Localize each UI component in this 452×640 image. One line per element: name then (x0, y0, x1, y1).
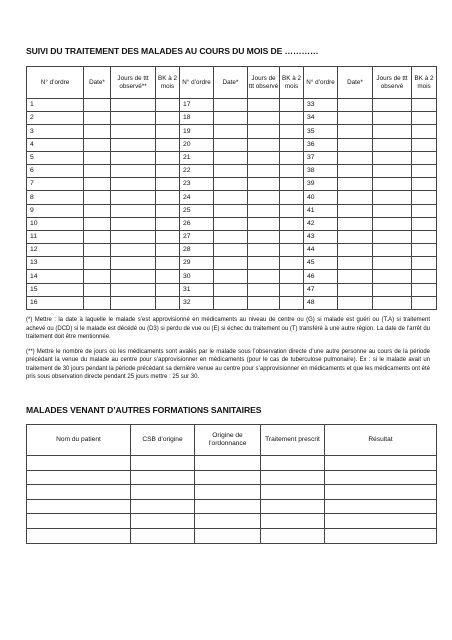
empty-cell[interactable] (84, 283, 111, 296)
table-row (27, 151, 437, 164)
empty-cell[interactable] (261, 456, 325, 471)
empty-cell[interactable] (111, 204, 156, 217)
empty-cell[interactable] (84, 257, 111, 270)
empty-cell[interactable] (248, 270, 280, 283)
table-row (27, 270, 437, 283)
ordre-cell: 37 (304, 151, 338, 164)
empty-cell[interactable] (373, 283, 412, 296)
empty-cell[interactable] (338, 244, 373, 257)
empty-cell[interactable] (325, 470, 437, 485)
header-jours: Jours de ttt observé (373, 67, 412, 99)
ordre-cell: 42 (304, 217, 338, 230)
empty-cell[interactable] (214, 178, 248, 191)
empty-cell[interactable] (338, 270, 373, 283)
empty-cell[interactable] (261, 470, 325, 485)
empty-cell[interactable] (373, 244, 412, 257)
ordre-cell: 10 (27, 217, 84, 230)
header-bk: BK à 2 mois (280, 67, 304, 99)
empty-cell[interactable] (280, 112, 304, 125)
ordre-cell: 20 (180, 138, 214, 151)
ordre-cell: 2 (27, 112, 84, 125)
ordre-cell: 9 (27, 204, 84, 217)
empty-cell[interactable] (214, 296, 248, 309)
empty-cell[interactable] (338, 283, 373, 296)
empty-cell[interactable] (412, 151, 437, 164)
empty-cell[interactable] (214, 244, 248, 257)
table-row (27, 485, 437, 500)
empty-cell[interactable] (338, 217, 373, 230)
empty-cell[interactable] (373, 217, 412, 230)
ordre-cell: 35 (304, 125, 338, 138)
empty-cell[interactable] (248, 151, 280, 164)
ordre-cell: 21 (180, 151, 214, 164)
empty-cell[interactable] (280, 217, 304, 230)
ordre-cell: 1 (27, 99, 84, 112)
header-date: Date* (214, 67, 248, 99)
empty-cell[interactable] (280, 283, 304, 296)
empty-cell[interactable] (195, 456, 261, 471)
empty-cell[interactable] (338, 178, 373, 191)
empty-cell[interactable] (412, 204, 437, 217)
empty-cell[interactable] (156, 244, 180, 257)
ordre-cell: 14 (27, 270, 84, 283)
ordre-cell: 44 (304, 244, 338, 257)
empty-cell[interactable] (195, 499, 261, 514)
empty-cell[interactable] (84, 191, 111, 204)
ordre-cell: 25 (180, 204, 214, 217)
ordre-cell: 11 (27, 230, 84, 243)
empty-cell[interactable] (156, 125, 180, 138)
ordre-cell: 34 (304, 112, 338, 125)
table-row (27, 528, 437, 543)
empty-cell[interactable] (412, 296, 437, 309)
ordre-cell: 32 (180, 296, 214, 309)
empty-cell[interactable] (338, 204, 373, 217)
table-row (27, 514, 437, 529)
empty-cell[interactable] (373, 99, 412, 112)
table-row (27, 112, 437, 125)
header-bk: BK à 2 mois (156, 67, 180, 99)
empty-cell[interactable] (412, 191, 437, 204)
empty-cell[interactable] (338, 112, 373, 125)
empty-cell[interactable] (373, 178, 412, 191)
empty-cell[interactable] (338, 257, 373, 270)
empty-cell[interactable] (373, 257, 412, 270)
empty-cell[interactable] (156, 204, 180, 217)
empty-cell[interactable] (248, 99, 280, 112)
empty-cell[interactable] (195, 470, 261, 485)
table-row (27, 257, 437, 270)
empty-cell[interactable] (111, 270, 156, 283)
empty-cell[interactable] (156, 164, 180, 177)
ordre-cell: 23 (180, 178, 214, 191)
empty-cell[interactable] (261, 499, 325, 514)
empty-cell[interactable] (280, 270, 304, 283)
header-ordre: N° d’ordre (180, 67, 214, 99)
empty-cell[interactable] (214, 217, 248, 230)
ordre-cell: 39 (304, 178, 338, 191)
header-nom: Nom du patient (27, 425, 131, 456)
empty-cell[interactable] (156, 283, 180, 296)
empty-cell[interactable] (373, 270, 412, 283)
empty-cell[interactable] (84, 178, 111, 191)
empty-cell[interactable] (338, 125, 373, 138)
empty-cell[interactable] (195, 485, 261, 500)
empty-cell[interactable] (248, 138, 280, 151)
empty-cell[interactable] (261, 514, 325, 529)
ordre-cell: 12 (27, 244, 84, 257)
ordre-cell: 4 (27, 138, 84, 151)
table-row (27, 125, 437, 138)
empty-cell[interactable] (261, 528, 325, 543)
ordre-cell: 5 (27, 151, 84, 164)
empty-cell[interactable] (156, 112, 180, 125)
empty-cell[interactable] (280, 164, 304, 177)
empty-cell[interactable] (111, 283, 156, 296)
empty-cell[interactable] (280, 138, 304, 151)
empty-cell[interactable] (156, 230, 180, 243)
ordre-cell: 6 (27, 164, 84, 177)
table-row (27, 204, 437, 217)
empty-cell[interactable] (84, 138, 111, 151)
empty-cell[interactable] (412, 138, 437, 151)
ordre-cell: 22 (180, 164, 214, 177)
empty-cell[interactable] (412, 217, 437, 230)
empty-cell[interactable] (412, 283, 437, 296)
empty-cell[interactable] (84, 217, 111, 230)
table-row (27, 217, 437, 230)
empty-cell[interactable] (156, 257, 180, 270)
empty-cell[interactable] (27, 514, 131, 529)
empty-cell[interactable] (338, 191, 373, 204)
empty-cell[interactable] (156, 99, 180, 112)
empty-cell[interactable] (27, 499, 131, 514)
header-ordre: N° d’ordre (27, 67, 84, 99)
empty-cell[interactable] (156, 178, 180, 191)
empty-cell[interactable] (84, 164, 111, 177)
empty-cell[interactable] (84, 204, 111, 217)
empty-cell[interactable] (214, 257, 248, 270)
empty-cell[interactable] (373, 138, 412, 151)
empty-cell[interactable] (84, 151, 111, 164)
empty-cell[interactable] (412, 244, 437, 257)
empty-cell[interactable] (131, 528, 195, 543)
empty-cell[interactable] (111, 191, 156, 204)
ordre-cell: 8 (27, 191, 84, 204)
empty-cell[interactable] (373, 191, 412, 204)
empty-cell[interactable] (156, 270, 180, 283)
header-traitement: Traitement prescrit (261, 425, 325, 456)
ordre-cell: 33 (304, 99, 338, 112)
ordre-cell: 3 (27, 125, 84, 138)
empty-cell[interactable] (214, 230, 248, 243)
ordre-cell: 28 (180, 244, 214, 257)
empty-cell[interactable] (325, 485, 437, 500)
empty-cell[interactable] (248, 217, 280, 230)
empty-cell[interactable] (156, 191, 180, 204)
empty-cell[interactable] (111, 178, 156, 191)
empty-cell[interactable] (156, 217, 180, 230)
empty-cell[interactable] (84, 230, 111, 243)
ordre-cell: 16 (27, 296, 84, 309)
empty-cell[interactable] (373, 230, 412, 243)
table-row (27, 178, 437, 191)
empty-cell[interactable] (214, 283, 248, 296)
empty-cell[interactable] (280, 178, 304, 191)
table-row (27, 99, 437, 112)
empty-cell[interactable] (373, 112, 412, 125)
empty-cell[interactable] (412, 270, 437, 283)
empty-cell[interactable] (412, 257, 437, 270)
empty-cell[interactable] (280, 99, 304, 112)
table-row (27, 499, 437, 514)
empty-cell[interactable] (84, 270, 111, 283)
empty-cell[interactable] (195, 514, 261, 529)
empty-cell[interactable] (111, 296, 156, 309)
empty-cell[interactable] (111, 164, 156, 177)
empty-cell[interactable] (280, 230, 304, 243)
ordre-cell: 31 (180, 283, 214, 296)
empty-cell[interactable] (214, 164, 248, 177)
empty-cell[interactable] (214, 138, 248, 151)
empty-cell[interactable] (325, 514, 437, 529)
empty-cell[interactable] (280, 204, 304, 217)
ordre-cell: 43 (304, 230, 338, 243)
empty-cell[interactable] (214, 270, 248, 283)
section-title-suivi: SUIVI DU TRAITEMENT DES MALADES AU COURS DU MOIS DE ………… (26, 46, 319, 56)
ordre-cell: 46 (304, 270, 338, 283)
empty-cell[interactable] (131, 470, 195, 485)
header-jours: Jours de ttt observé (248, 67, 280, 99)
header-date: Date* (84, 67, 111, 99)
ordre-cell: 48 (304, 296, 338, 309)
empty-cell[interactable] (373, 164, 412, 177)
empty-cell[interactable] (280, 244, 304, 257)
empty-cell[interactable] (111, 112, 156, 125)
header-jours: Jours de ttt observé** (111, 67, 156, 99)
empty-cell[interactable] (84, 296, 111, 309)
empty-cell[interactable] (280, 151, 304, 164)
empty-cell[interactable] (248, 230, 280, 243)
empty-cell[interactable] (156, 151, 180, 164)
empty-cell[interactable] (373, 204, 412, 217)
table-row (27, 296, 437, 309)
ordre-cell: 7 (27, 178, 84, 191)
empty-cell[interactable] (214, 112, 248, 125)
suivi-table-header (27, 67, 437, 99)
ordre-cell: 47 (304, 283, 338, 296)
empty-cell[interactable] (214, 125, 248, 138)
empty-cell[interactable] (373, 151, 412, 164)
empty-cell[interactable] (373, 296, 412, 309)
ordre-cell: 17 (180, 99, 214, 112)
ordre-cell: 30 (180, 270, 214, 283)
ordre-cell: 38 (304, 164, 338, 177)
ordre-cell: 27 (180, 230, 214, 243)
malades-table-header (27, 425, 437, 456)
table-row (27, 138, 437, 151)
empty-cell[interactable] (156, 138, 180, 151)
empty-cell[interactable] (131, 514, 195, 529)
empty-cell[interactable] (84, 99, 111, 112)
empty-cell[interactable] (338, 164, 373, 177)
note-date: (*) Mettre : la date à laquelle le malade s’est approvisionné en médicaments au niveau de centre ou (G) si malade est guéri ou (T.A) si traitement achevé ou (DCD) si le malade est décédé ou (D3) si perdu de vue ou (E) si échec du traitement ou (T) transféré à une autre région. La date de l’arrêt du traitement doit être mentionnée. (26, 317, 430, 341)
header-csb: CSB d’origine (131, 425, 195, 456)
empty-cell[interactable] (280, 191, 304, 204)
empty-cell[interactable] (131, 485, 195, 500)
empty-cell[interactable] (373, 125, 412, 138)
header-ordre: N° d’ordre (304, 67, 338, 99)
ordre-cell: 18 (180, 112, 214, 125)
empty-cell[interactable] (111, 138, 156, 151)
empty-cell[interactable] (248, 125, 280, 138)
empty-cell[interactable] (248, 244, 280, 257)
empty-cell[interactable] (412, 164, 437, 177)
empty-cell[interactable] (84, 112, 111, 125)
empty-cell[interactable] (214, 191, 248, 204)
table-row (27, 470, 437, 485)
empty-cell[interactable] (84, 244, 111, 257)
empty-cell[interactable] (280, 125, 304, 138)
empty-cell[interactable] (412, 230, 437, 243)
empty-cell[interactable] (338, 151, 373, 164)
table-row (27, 164, 437, 177)
empty-cell[interactable] (27, 470, 131, 485)
empty-cell[interactable] (261, 485, 325, 500)
empty-cell[interactable] (214, 151, 248, 164)
empty-cell[interactable] (412, 178, 437, 191)
ordre-cell: 40 (304, 191, 338, 204)
empty-cell[interactable] (111, 217, 156, 230)
notes-block (26, 316, 430, 388)
empty-cell[interactable] (248, 257, 280, 270)
empty-cell[interactable] (338, 99, 373, 112)
table-row (27, 244, 437, 257)
ordre-cell: 41 (304, 204, 338, 217)
empty-cell[interactable] (412, 125, 437, 138)
header-origine: Origine de l’ordonnance (195, 425, 261, 456)
table-row (27, 456, 437, 471)
header-date: Date* (338, 67, 373, 99)
ordre-cell: 45 (304, 257, 338, 270)
empty-cell[interactable] (195, 528, 261, 543)
header-bk: BK à 2 mois (412, 67, 437, 99)
empty-cell[interactable] (111, 99, 156, 112)
empty-cell[interactable] (111, 230, 156, 243)
ordre-cell: 19 (180, 125, 214, 138)
empty-cell[interactable] (214, 204, 248, 217)
suivi-table (26, 66, 437, 310)
malades-table (26, 424, 437, 544)
empty-cell[interactable] (111, 257, 156, 270)
empty-cell[interactable] (111, 244, 156, 257)
empty-cell[interactable] (248, 112, 280, 125)
empty-cell[interactable] (248, 204, 280, 217)
empty-cell[interactable] (214, 99, 248, 112)
empty-cell[interactable] (248, 283, 280, 296)
section-title-malades: MALADES VENANT D’AUTRES FORMATIONS SANITAIRES (26, 405, 262, 415)
header-resultat: Résultat (325, 425, 437, 456)
empty-cell[interactable] (338, 138, 373, 151)
empty-cell[interactable] (131, 456, 195, 471)
empty-cell[interactable] (248, 178, 280, 191)
empty-cell[interactable] (280, 257, 304, 270)
note-jours: (**) Mettre le nombre de jours où les médicaments sont avalés par le malade sous l’observation directe d’une autre personne au cours de la période précédant la venue du malade au centre pour s’approvisionner en médicaments (pour le cas de tuberculose pulmonaire). Ex : si le malade avait un traitement de 30 jours pendant la période précédant sa dernière venue au centre pour s’approvisionner en médicaments et que les médicaments ont été pris sous observation directe pendant 25 jours mettre : 25 sur 30. (26, 348, 430, 381)
empty-cell[interactable] (325, 456, 437, 471)
ordre-cell: 15 (27, 283, 84, 296)
table-row (27, 283, 437, 296)
empty-cell[interactable] (325, 528, 437, 543)
empty-cell[interactable] (412, 99, 437, 112)
empty-cell[interactable] (338, 296, 373, 309)
empty-cell[interactable] (248, 296, 280, 309)
table-row (27, 230, 437, 243)
empty-cell[interactable] (111, 151, 156, 164)
ordre-cell: 13 (27, 257, 84, 270)
empty-cell[interactable] (27, 485, 131, 500)
empty-cell[interactable] (338, 230, 373, 243)
ordre-cell: 26 (180, 217, 214, 230)
empty-cell[interactable] (84, 125, 111, 138)
empty-cell[interactable] (248, 191, 280, 204)
empty-cell[interactable] (325, 499, 437, 514)
empty-cell[interactable] (412, 112, 437, 125)
ordre-cell: 24 (180, 191, 214, 204)
empty-cell[interactable] (27, 456, 131, 471)
ordre-cell: 29 (180, 257, 214, 270)
empty-cell[interactable] (156, 296, 180, 309)
empty-cell[interactable] (27, 528, 131, 543)
ordre-cell: 36 (304, 138, 338, 151)
empty-cell[interactable] (248, 164, 280, 177)
empty-cell[interactable] (280, 296, 304, 309)
empty-cell[interactable] (111, 125, 156, 138)
table-row (27, 191, 437, 204)
empty-cell[interactable] (131, 499, 195, 514)
